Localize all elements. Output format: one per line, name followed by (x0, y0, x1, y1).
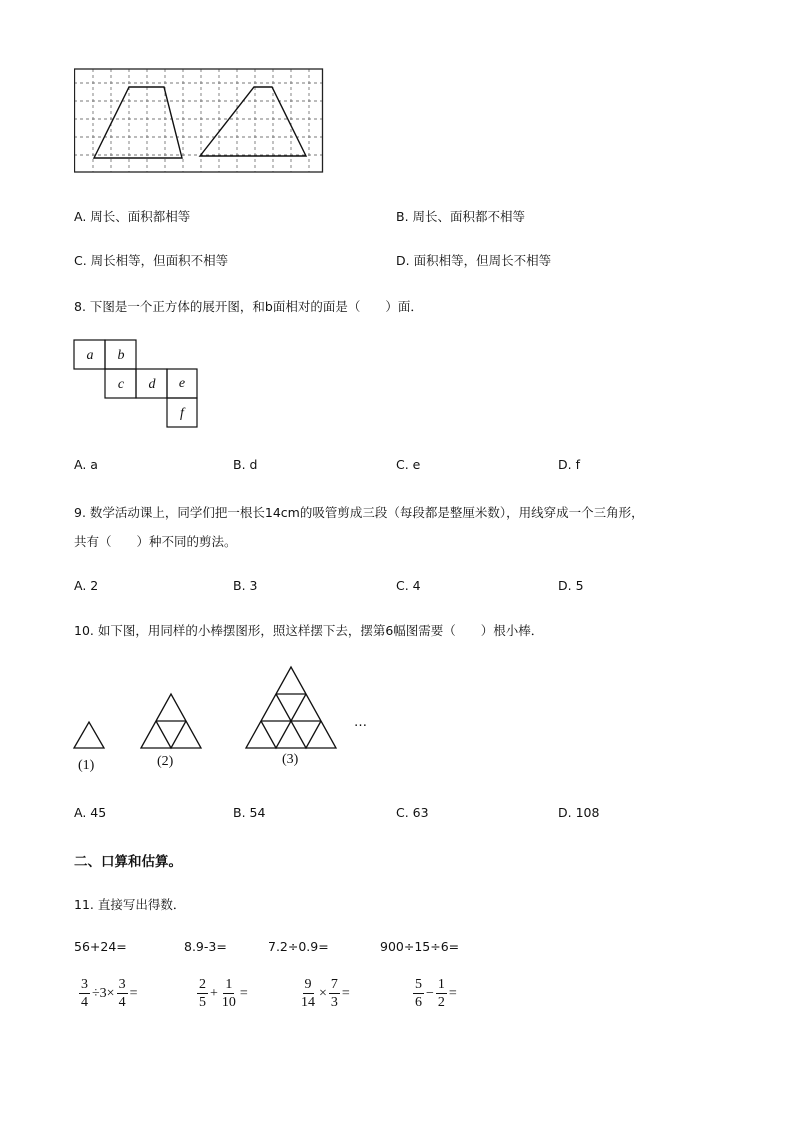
calc-3: 7.2÷0.9= (268, 939, 329, 954)
fig-label-1: (1) (78, 758, 95, 773)
trapezoid-right (200, 87, 306, 156)
fraction-calc-2: 2 5 + $\frac{1}{10}$ = (199, 977, 248, 1010)
q8-option-a[interactable]: A. a (74, 457, 98, 472)
q10-option-c[interactable]: C. 63 (396, 805, 429, 820)
fig-label-3: (3) (282, 752, 299, 767)
triangle-fig-1 (74, 722, 104, 748)
q8-option-b[interactable]: B. d (233, 457, 258, 472)
q7-option-b[interactable]: B. 周长、面积都不相等 (396, 209, 526, 224)
q7-option-a[interactable]: A. 周长、面积都相等 (74, 209, 191, 224)
q9-option-d[interactable]: D. 5 (558, 578, 584, 593)
face-b: b (117, 348, 125, 363)
q7-option-c[interactable]: C. 周长相等，但面积不相等 (74, 253, 229, 268)
q10-option-b[interactable]: B. 54 (233, 805, 266, 820)
q9-option-b[interactable]: B. 3 (233, 578, 258, 593)
section-title: 二、口算和估算。 (74, 854, 182, 870)
q10-question: 10. 如下图，用同样的小棒摆图形，照这样摆下去，摆第6幅图需要（ ）根小棒． (74, 623, 544, 638)
ellipsis: … (354, 715, 367, 730)
calc-2: 8.9-3= (184, 939, 227, 954)
trapezoid-left (94, 87, 182, 158)
triangle-pattern-figure (66, 664, 376, 774)
fig-label-2: (2) (157, 754, 174, 769)
calc-1: 56+24= (74, 939, 127, 954)
face-d: d (148, 377, 156, 392)
q10-option-a[interactable]: A. 45 (74, 805, 107, 820)
q8-option-c[interactable]: C. e (396, 457, 421, 472)
face-f: f (180, 406, 184, 421)
q9-question-line2: 共有（ ）种不同的剪法。 (74, 534, 237, 549)
q9-option-a[interactable]: A. 2 (74, 578, 99, 593)
q8-option-d[interactable]: D. f (558, 457, 580, 472)
q11-question: 11. 直接写出得数． (74, 897, 186, 912)
calc-4: 900÷15÷6= (380, 939, 460, 954)
face-e: e (178, 376, 186, 391)
q8-question: 8. 下图是一个正方体的展开图，和b面相对的面是（ ）面． (74, 299, 423, 314)
q9-question-line1: 9. 数学活动课上，同学们把一根长14cm的吸管剪成三段（每段都是整厘米数），用线穿成一个三角形， (74, 505, 644, 520)
cube-net-figure (72, 338, 202, 430)
q10-option-d[interactable]: D. 108 (558, 805, 600, 820)
face-a: a (86, 348, 94, 363)
fraction-calc-3: $\frac{9}{14}$ × $\frac{7}{3}$ = (301, 977, 350, 1010)
q7-option-d[interactable]: D. 面积相等，但周长不相等 (396, 253, 552, 268)
trapezoid-grid-figure (74, 68, 326, 174)
triangle-fig-3 (246, 667, 336, 748)
face-c: c (117, 377, 125, 392)
q9-option-c[interactable]: C. 4 (396, 578, 421, 593)
fraction-calc-4: 5 6 − $\frac{1}{2}$ = (415, 977, 457, 1010)
fraction-calc-1: $\frac{3}{4}$ ÷3× $\frac{3}{4}$ = (81, 977, 138, 1010)
